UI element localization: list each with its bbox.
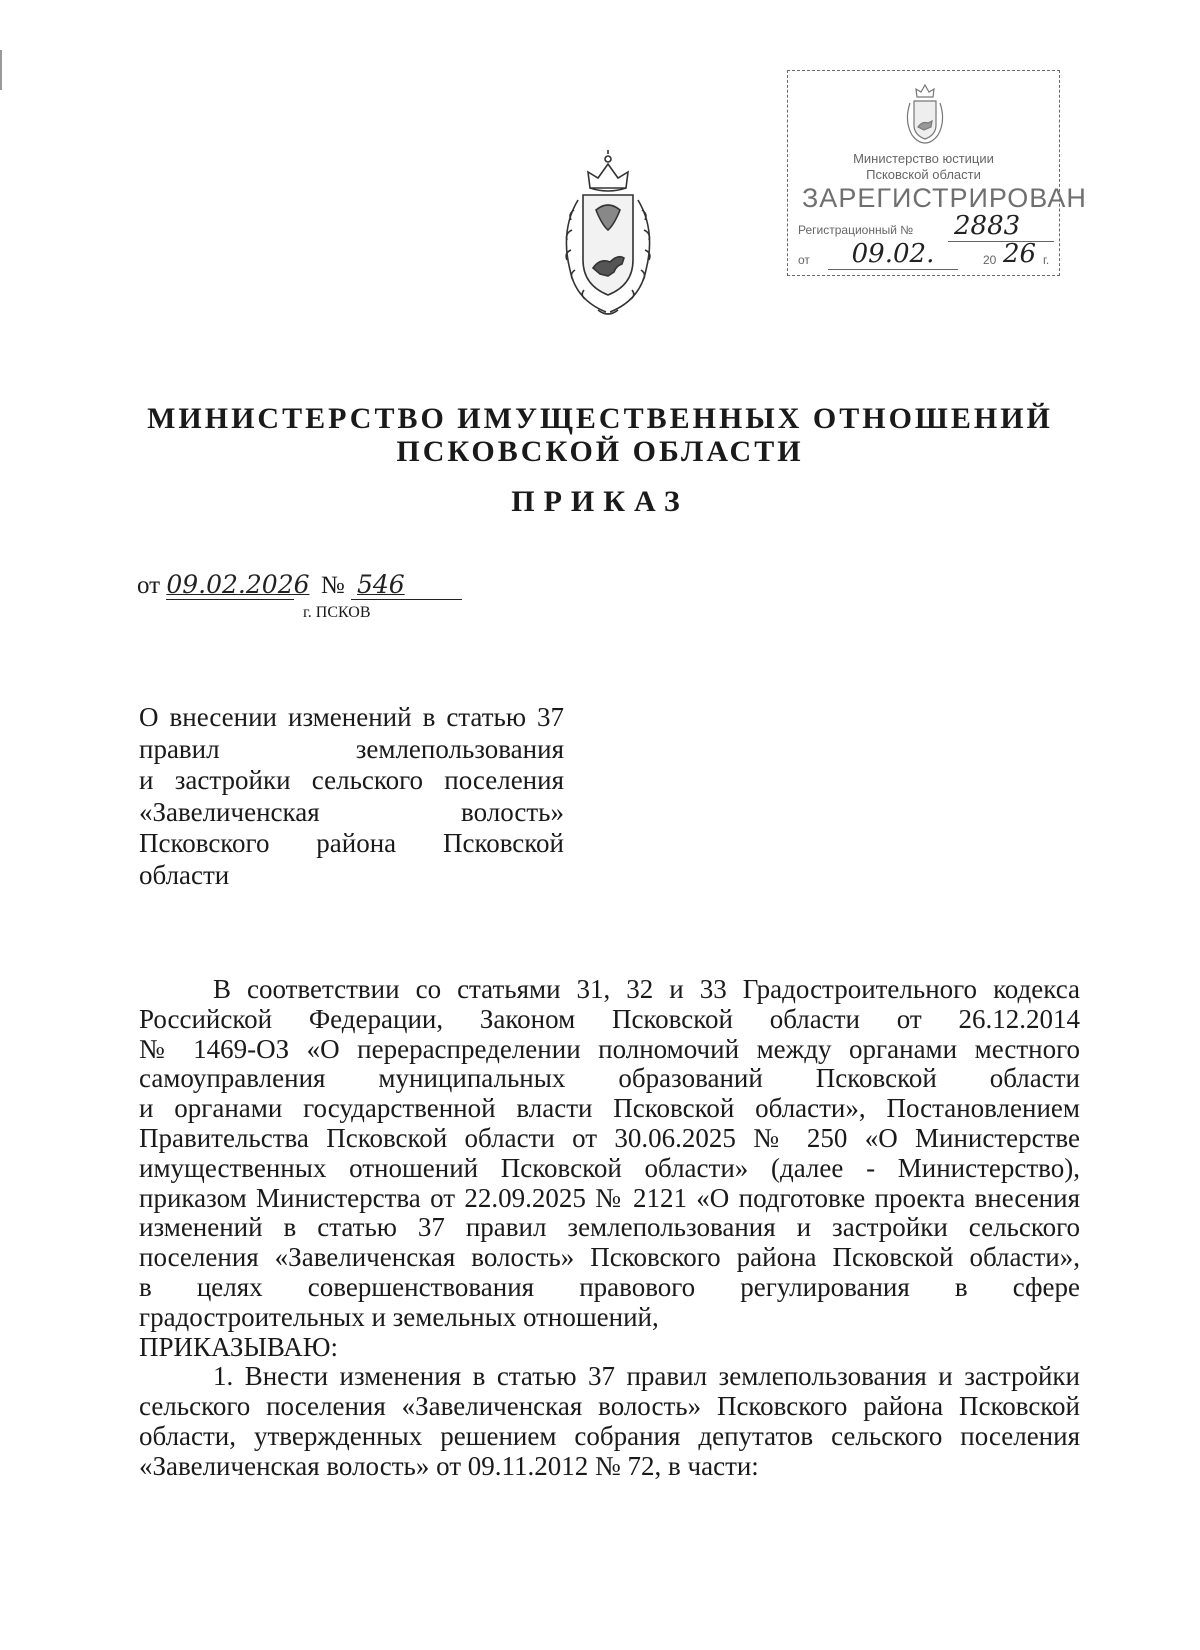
stamp-year-prefix: 20 [983, 253, 997, 267]
subject-line: и застройки сельского поселения [139, 765, 564, 795]
subject-line: области [139, 859, 230, 890]
stamp-reg-number-label: Регистрационный № [798, 223, 914, 237]
scan-edge-mark [0, 50, 2, 90]
body-line: «Завеличенская волость» от 09.11.2012 № 72, в части: [139, 1450, 759, 1481]
body-line: поселения «Завеличенская волость» Псковского района Псковской области», [139, 1242, 1080, 1273]
order-body [139, 975, 1080, 1482]
body-line: В соответствии со статьями 31, 32 и 33 Градостроительного кодекса [213, 974, 1080, 1004]
subject-line: правил землепользования [139, 733, 564, 764]
stamp-status: ЗАРЕГИСТРИРОВАН [802, 183, 1087, 213]
order-date-prefix: от [137, 572, 161, 599]
body-line: № 1469-ОЗ «О перераспределении полномочий между органами местного [139, 1033, 1080, 1064]
subject-line: «Завеличенская волость» [139, 796, 564, 827]
body-line: имущественных отношений Псковской области» (далее - Министерство), [139, 1152, 1080, 1183]
document-type: ПРИКАЗ [511, 485, 689, 518]
body-line: сельского поселения «Завеличенская волость» Псковского района Псковской [139, 1391, 1080, 1422]
order-number-prefix: № [320, 572, 345, 599]
stamp-reg-number: 2883 [948, 211, 1054, 242]
stamp-emblem-icon [900, 83, 950, 145]
body-line: Правительства Псковской области от 30.06.2025 № 250 «О Министерстве [139, 1122, 1080, 1153]
ministry-title-line1: МИНИСТЕРСТВО ИМУЩЕСТВЕННЫХ ОТНОШЕНИЙ [147, 402, 1053, 435]
body-line: Российской Федерации, Законом Псковской области от 26.12.2014 [139, 1003, 1080, 1034]
body-line-order-word: ПРИКАЗЫВАЮ: [139, 1331, 338, 1362]
body-line: в целях совершенствования правового регулирования в сфере [139, 1271, 1080, 1302]
coat-of-arms-icon [548, 150, 668, 320]
subject-line: Псковского района Псковской [139, 828, 564, 858]
body-line: самоуправления муниципальных образований Псковской области [139, 1063, 1080, 1094]
stamp-org-line2: Псковской области [866, 167, 981, 182]
body-line: области, утвержденных решением собрания депутатов сельского поселения [139, 1420, 1080, 1451]
order-dateline [137, 570, 462, 604]
stamp-year: 26 [1003, 239, 1037, 269]
body-line: градостроительных и земельных отношений, [139, 1301, 659, 1332]
body-line: 1. Внести изменения в статью 37 правил землепользования и застройки [213, 1361, 1080, 1392]
body-line: приказом Министерства от 22.09.2025 № 2121 «О подготовке проекта внесения [139, 1182, 1080, 1213]
registration-stamp [787, 70, 1087, 276]
stamp-date: 09.02. [828, 239, 958, 270]
ministry-title-line2: ПСКОВСКОЙ ОБЛАСТИ [396, 435, 804, 468]
order-date: 09.02.2026 [166, 570, 310, 599]
stamp-date-label: от [798, 253, 810, 267]
stamp-org-line1: Министерство юстиции [853, 151, 994, 166]
subject-line: О внесении изменений в статью 37 [139, 702, 564, 732]
order-subject [139, 702, 564, 891]
stamp-year-suffix: г. [1043, 253, 1050, 267]
body-line: изменений в статью 37 правил землепользования и застройки сельского [139, 1212, 1080, 1243]
body-line: и органами государственной власти Псковской области», Постановлением [139, 1093, 1080, 1124]
order-number: 546 [351, 570, 462, 600]
order-city: г. ПСКОВ [303, 604, 371, 621]
